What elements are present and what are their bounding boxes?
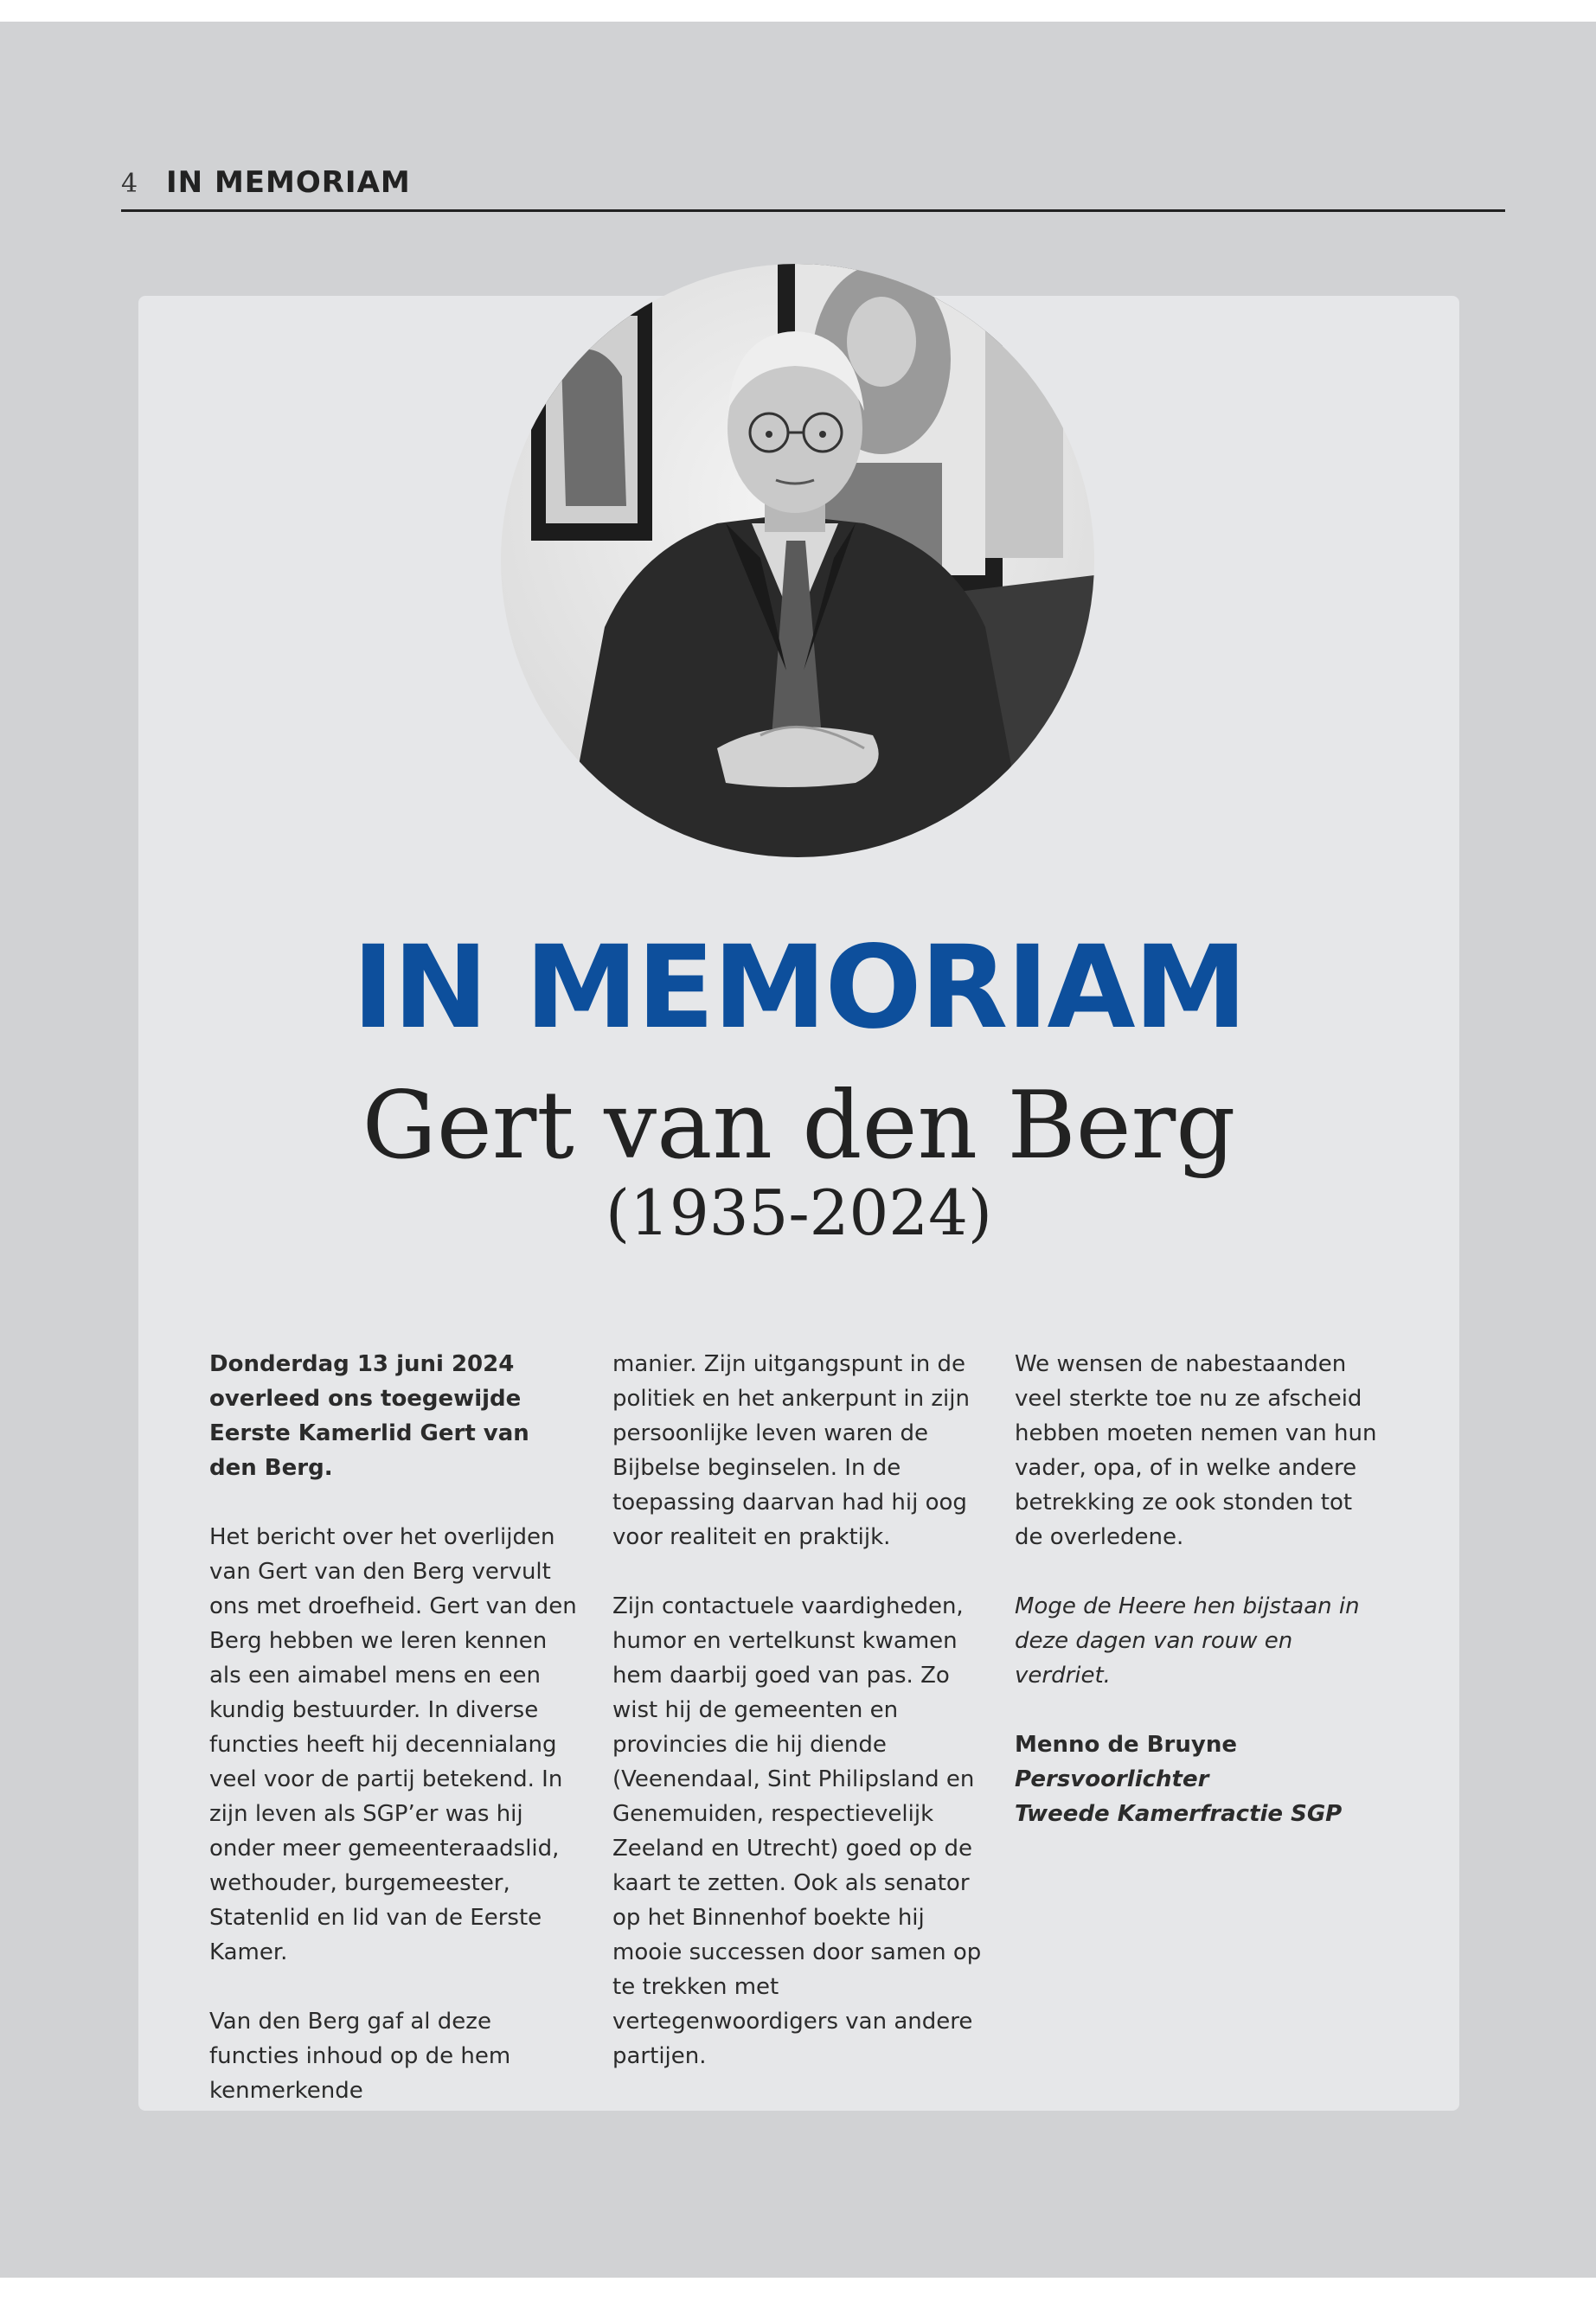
body-paragraph: manier. Zijn uitgangspunt in de politiek en het ankerpunt in zijn persoonlijke leven waren de Bijbelse beginselen. In de toepassing daarvan had hij oog voor realiteit en praktijk. [612,1351,970,1550]
signature-organization: Tweede Kamerfractie SGP [1015,1801,1343,1827]
blessing-text: Moge de Heere hen bijstaan in deze dagen van rouw en verdriet. [1015,1593,1360,1689]
header-divider [121,209,1505,212]
portrait-photo [501,264,1094,857]
body-paragraph: Zijn contactuele vaardigheden, humor en vertelkunst kwamen hem daarbij goed van pas. Zo wist hij de gemeenten en provincies die hij diende (Veenendaal, Sint Philipsland en Genemuiden, respectievelijk Zeeland en Utrecht) goed op de kaart te zetten. Ook als senator op het Binnenhof boekte hij mooie successen door samen op te trekken met vertegenwoordigers van andere partijen. [612,1593,982,2069]
memoriam-panel [138,296,1459,2111]
deceased-name: Gert van den Berg [362,1072,1236,1180]
body-paragraph: Het bericht over het overlijden van Gert van den Berg vervult ons met droefheid. Gert van den Berg hebben we leren kennen als een aimabel mens en een kundig bestuurder. In diverse functies heeft hij decennialang veel voor de partij betekend. In zijn leven als SGP’er was hij onder meer gemeenteraadslid, wethouder, burgemeester, Statenlid en lid van de Eerste Kamer. [209,1524,577,1965]
page-header [121,143,1505,212]
text-column-3 [1015,1347,1387,1866]
signature-block [1015,1727,1387,1831]
intro-paragraph: Donderdag 13 juni 2024 overleed ons toegewijde Eerste Kamerlid Gert van den Berg. [209,1351,529,1481]
section-title: IN MEMORIAM [166,165,411,200]
life-years: (1935-2024) [606,1176,992,1249]
text-column-2 [612,1347,984,2108]
body-paragraph: We wensen de nabestaanden veel sterkte toe nu ze afscheid hebben moeten nemen van hun vader, opa, of in welke andere betrekking ze ook stonden tot de overledene. [1015,1351,1377,1550]
text-column-1 [209,1347,581,2143]
headline: IN MEMORIAM [352,921,1246,1054]
signature-role: Persvoorlichter [1015,1766,1209,1792]
signature-name: Menno de Bruyne [1015,1732,1237,1758]
magazine-page [0,22,1596,2278]
page-number: 4 [121,169,138,199]
body-paragraph: Van den Berg gaf al deze functies inhoud op de hem kenmerkende [209,2009,511,2104]
